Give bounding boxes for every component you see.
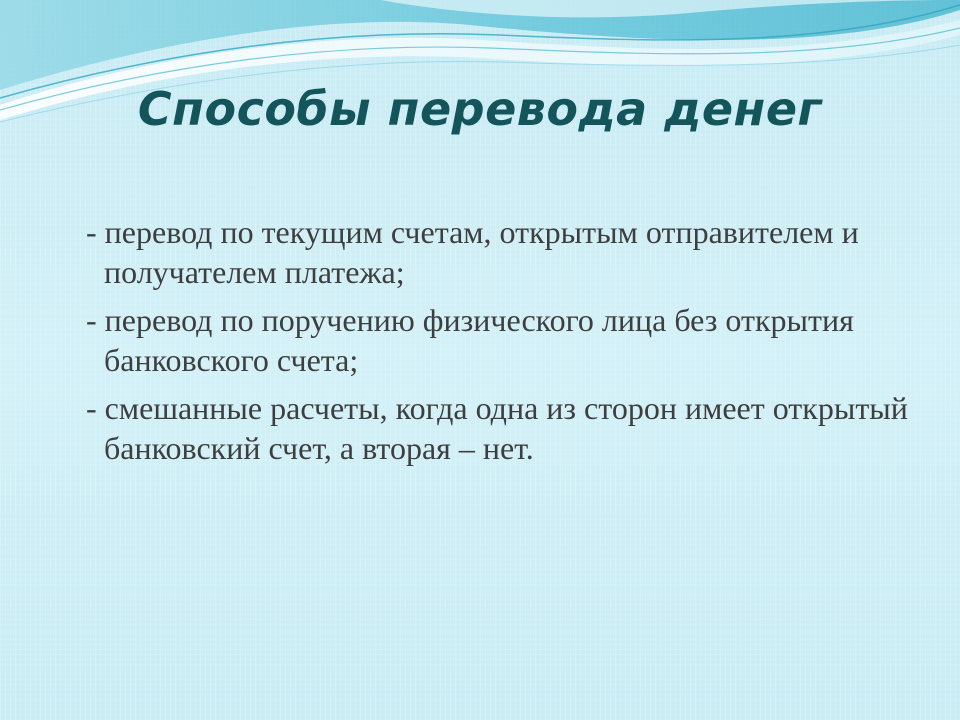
slide-title: Способы перевода денег: [137, 82, 823, 136]
bullet-list: [86, 212, 936, 476]
list-item: - смешанные расчеты, когда одна из сторон имеет открытый банковский счет, а вторая – нет.: [86, 390, 908, 466]
list-item: - перевод по поручению физического лица без открытия банковского счета;: [86, 302, 854, 378]
list-item: - перевод по текущим счетам, открытым отправителем и получателем платежа;: [86, 214, 859, 290]
